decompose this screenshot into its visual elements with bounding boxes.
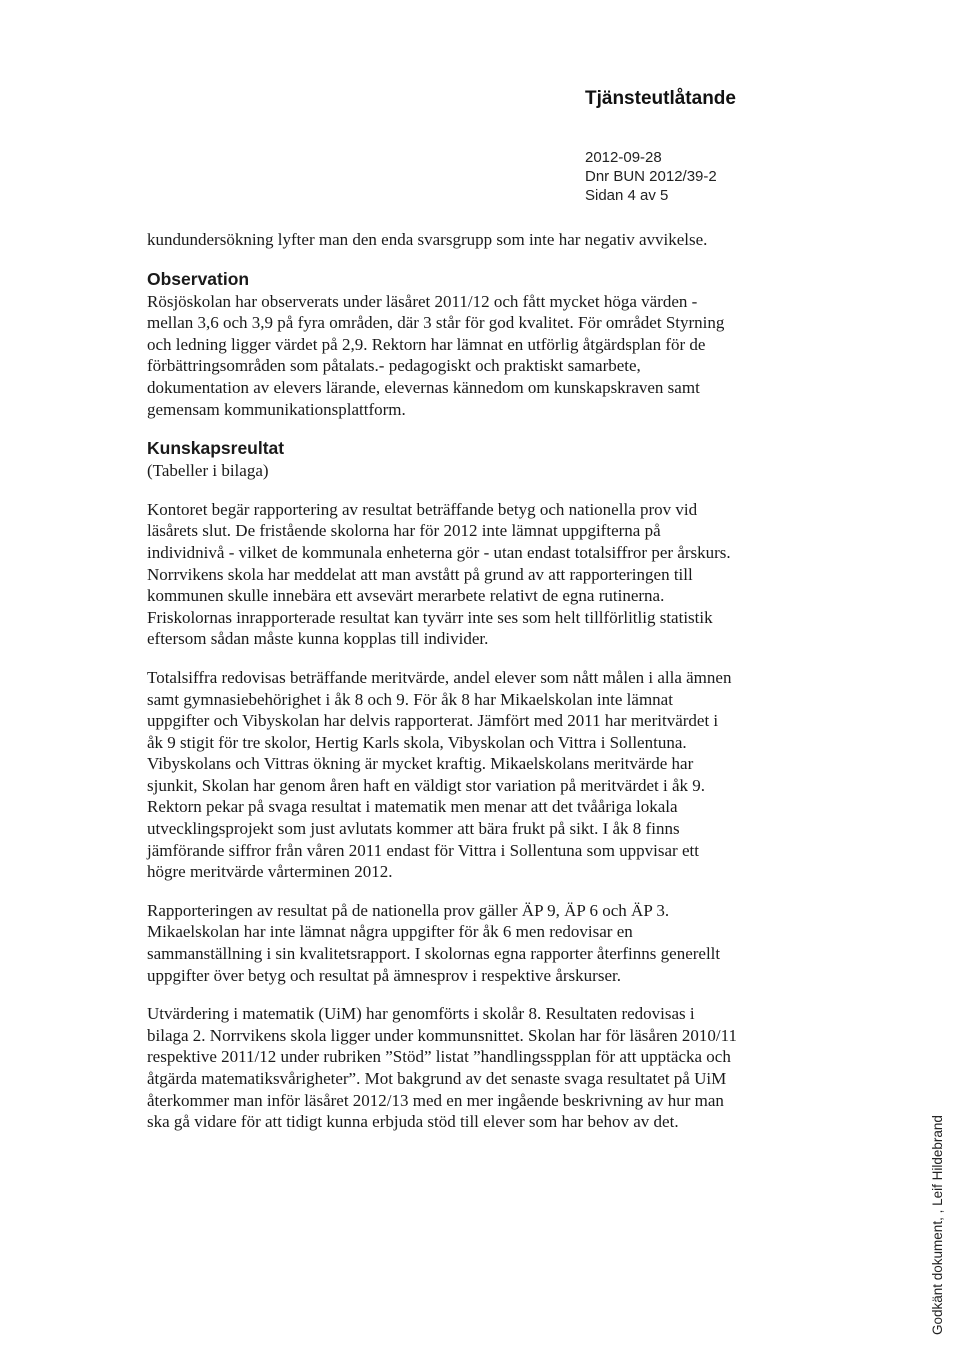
results-paragraph-2: Totalsiffra redovisas beträffande meritvärde, andel elever som nått målen i alla ämnen samt gymnasiebehörighet i åk 8 och 9. För åk 8 har Mikaelskolan inte lämnat uppgifter och Vibyskolan har delvis rapporterat. Jämfört med 2011 har meritvärdet i åk 9 stigit för tre skolor, Hertig Karls skola, Vibyskolan och Vittra i Sollentuna. Vibyskolans och Vittras ökning är mycket kraftig. Mikaelskolans meritvärde har sjunkit, Skolan har genom åren haft en väldigt stor variation på meritvärdet i åk 9. Rektorn pekar på svaga resultat i matematik men menar att det tvååriga lokala utvecklingsprojekt som just avlutats kommer att bära frukt på sikt. I åk 8 finns jämförande siffror från våren 2011 endast för Vittra i Sollentuna som uppvisar ett högre meritvärde vårterminen 2012. (147, 667, 732, 882)
kunskap-subheading: (Tabeller i bilaga) (147, 461, 269, 481)
observation-heading: Observation (147, 268, 250, 289)
intro-paragraph: kundundersökning lyfter man den enda svarsgrupp som inte har negativ avvikelse. (147, 230, 708, 249)
page-number: Sidan 4 av 5 (585, 187, 669, 204)
results-paragraph-1: Kontoret begär rapportering av resultat beträffande betyg och nationella prov vid läsårets slut. De fristående skolorna har för 2012 inte lämnat uppgifterna på individnivå - vilket de kommunala enheterna gör - utan endast totalsiffror per årskurs. Norrvikens skola har meddelat att man avstått på grund av att rapporteringen till kommunen skulle innebära ett avsevärt merarbete relativt de egna rutinerna. Friskolornas inrapporterade resultat kan tyvärr inte ses som helt tillförlitlig statistik eftersom sådan måste kunna kopplas till individer. (147, 499, 731, 649)
document-type-title: Tjänsteutlåtande (585, 88, 736, 109)
approval-note: Godkänt dokument, , Leif Hildebrand (930, 1115, 945, 1335)
results-paragraph-3: Rapporteringen av resultat på de nationella prov gäller ÄP 9, ÄP 6 och ÄP 3. Mikaelskolan har inte lämnat några uppgifter för åk 6 men redovisar en sammanställning i sin kvalitetsrapport. I skolornas egna rapporter återfinns generellt uppgifter över betyg och resultat på ämnesprov i respektive årskurser. (147, 900, 721, 985)
document-meta (585, 148, 717, 205)
document-dnr: Dnr BUN 2012/39-2 (585, 168, 717, 185)
document-date: 2012-09-28 (585, 149, 662, 166)
results-paragraph-4: Utvärdering i matematik (UiM) har genomförts i skolår 8. Resultaten redovisas i bilaga 2. Norrvikens skola ligger under kommunsnittet. Skolan har för läsåren 2010/11 respektive 2011/12 under rubriken ”Stöd” listat ”handlingsspplan för att upptäcka och åtgärda matematiksvårigheter”. Mot bakgrund av det senaste svaga resultatet på UiM återkommer man inför läsåret 2012/13 med en mer ingående beskrivning av hur man ska gå vidare för att tidigt kunna erbjuda stöd till elever som har behov av det. (147, 1004, 737, 1132)
observation-paragraph: Rösjöskolan har observerats under läsåret 2011/12 och fått mycket höga värden - mellan 3,6 och 3,9 på fyra områden, där 3 står för god kvalitet. För området Styrning och ledning ligger värdet på 2,9. Rektorn har lämnat en utförlig åtgärdsplan för de förbättringsområden som påtalats.- pedagogiskt och praktiskt samarbete, dokumentation av elevers lärande, elevernas kännedom om kunskapskraven samt gemensam kommunikationsplattform. (147, 291, 725, 419)
kunskap-heading: Kunskapsreultat (147, 438, 285, 459)
document-body (147, 229, 737, 1133)
